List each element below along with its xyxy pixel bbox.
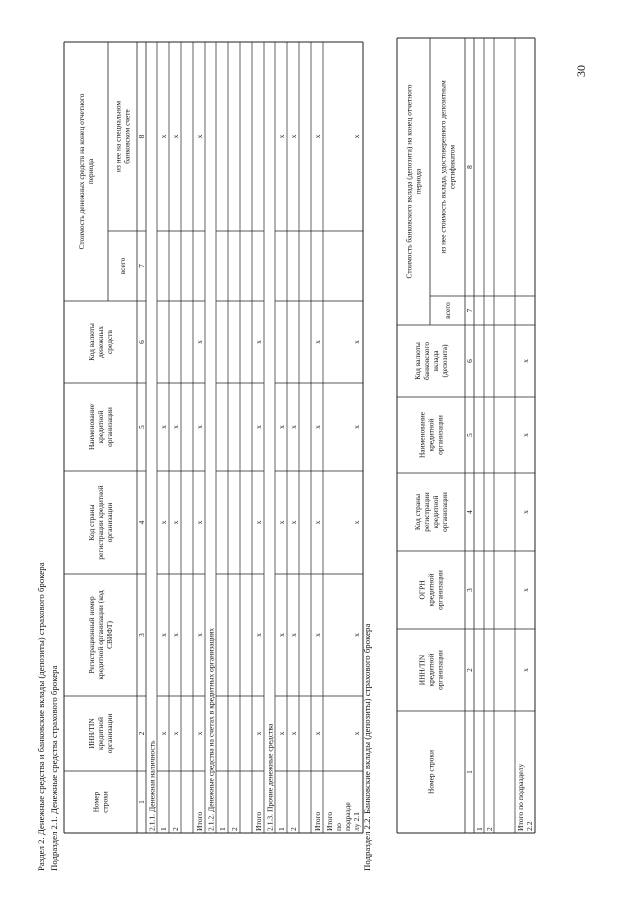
column-header: кредитной <box>96 716 106 751</box>
cell-value: х <box>352 633 361 637</box>
column-header: Наименование <box>417 411 427 459</box>
cell-value: х <box>159 425 168 429</box>
column-number: 4 <box>464 510 474 514</box>
column-number: 1 <box>136 800 146 804</box>
cell-value: х <box>159 134 168 139</box>
row-label: Итогопоподразделу 2.1 <box>325 802 361 831</box>
group-header: периода <box>86 158 96 185</box>
section-row-label: 2.1.3. Прочие денежные средства <box>265 723 275 831</box>
cell-value: х <box>520 668 530 672</box>
cell-value: х <box>254 520 263 525</box>
cell-value: х <box>171 520 180 525</box>
group-header: Стоимость денежных средств на конец отчетного <box>77 93 87 250</box>
cell-value: х <box>195 340 204 344</box>
row-label: 1 <box>474 827 484 831</box>
page-number: 30 <box>574 65 588 77</box>
column-header: из нее на специальном <box>113 100 123 173</box>
cell-value: х <box>289 731 298 736</box>
cell-value: х <box>352 731 361 736</box>
cell-value: х <box>277 633 286 637</box>
cell-value: х <box>313 340 322 344</box>
cell-value: х <box>159 520 168 525</box>
cell-value: х <box>313 134 322 139</box>
column-header: Код валюты <box>87 323 97 361</box>
cell-value: х <box>195 134 204 139</box>
column-number: 2 <box>464 668 474 672</box>
cell-value: х <box>352 425 361 429</box>
column-number: 8 <box>136 134 146 139</box>
row-label: 2 <box>230 827 239 831</box>
column-header: организации <box>105 713 115 754</box>
cell-value: х <box>159 633 168 637</box>
column-header: кредитной <box>426 653 436 687</box>
column-header: организации <box>435 570 445 610</box>
column-header: сертификатом <box>447 144 457 190</box>
column-header: ОГРН <box>417 580 427 600</box>
cell-value: х <box>195 425 204 429</box>
column-header: кредитной <box>431 495 441 529</box>
column-number: 1 <box>464 770 474 774</box>
cell-value: х <box>277 425 286 429</box>
row-label: 1 <box>277 827 286 831</box>
row-label: Итого <box>313 811 322 831</box>
column-number: 5 <box>136 425 146 429</box>
group-header: Стоимость банковского вклада (депозита) на конец отчетного <box>404 84 414 279</box>
cell-value: х <box>313 731 322 736</box>
cell-value: х <box>195 731 204 736</box>
cell-value: х <box>520 433 530 437</box>
cell-value: х <box>289 425 298 429</box>
column-header: кредитной организации (код <box>96 590 106 680</box>
column-header: вклада <box>431 350 441 372</box>
column-header: организации <box>435 650 445 690</box>
cell-value: х <box>352 520 361 525</box>
cell-value: х <box>352 134 361 139</box>
column-number: 4 <box>136 520 146 525</box>
column-header: кредитной <box>426 418 436 452</box>
cell-value: х <box>289 520 298 525</box>
cell-value: х <box>313 520 322 525</box>
cell-value: х <box>289 633 298 637</box>
cell-value: х <box>289 134 298 139</box>
column-header: Регистрационный номер <box>87 596 97 674</box>
column-header: Код валюты <box>413 342 423 380</box>
column-header: (депозита) <box>440 344 450 378</box>
column-header: Код страны <box>87 504 97 541</box>
group-header: периода <box>413 168 423 195</box>
column-header: Номер строки <box>426 750 436 794</box>
cell-value: х <box>159 731 168 736</box>
row-label: 2 <box>171 827 180 831</box>
column-header: Номер <box>91 791 101 813</box>
cell-value: х <box>313 425 322 429</box>
section-row-label: 2.1.2. Денежные средства на счетах в кредитных организациях <box>206 627 216 831</box>
cell-value: х <box>254 731 263 736</box>
column-header: банковском счете <box>122 109 132 164</box>
subsection-2-2-title: Подраздел 2.2. Банковские вклады (депозиты) страхового брокера <box>362 623 372 871</box>
column-number: 3 <box>464 588 474 592</box>
table-2-1 <box>64 42 363 833</box>
column-header: организации <box>105 502 115 543</box>
cell-value: х <box>195 520 204 525</box>
column-header: всего <box>118 257 128 275</box>
column-header: денежных <box>96 326 106 358</box>
column-header: Код страны <box>413 493 423 531</box>
column-number: 2 <box>136 731 146 736</box>
column-header: организации <box>435 415 445 455</box>
column-number: 3 <box>136 633 146 637</box>
column-header: организации <box>440 492 450 532</box>
subsection-2-1-title: Подраздел 2.1. Денежные средства страхового брокера <box>49 665 59 871</box>
column-header: ИНН/TIN <box>87 718 97 749</box>
column-number: 6 <box>136 340 146 344</box>
cell-value: х <box>520 588 530 592</box>
section-row-label: 2.1.1. Денежная наличность <box>147 740 157 831</box>
column-number: 7 <box>464 308 474 313</box>
row-label: Итого <box>254 811 263 831</box>
column-header: всего <box>443 302 453 319</box>
column-header: банковского <box>422 341 432 381</box>
column-header: ИНН/TIN <box>417 654 427 686</box>
cell-value: х <box>277 520 286 525</box>
column-header: кредитной <box>426 573 436 607</box>
column-header: Наименование <box>87 403 97 451</box>
row-label: 1 <box>218 827 227 831</box>
column-header: регистрации <box>422 492 432 532</box>
cell-value: х <box>254 633 263 637</box>
cell-value: х <box>254 340 263 344</box>
column-header: кредитной <box>96 410 106 444</box>
row-label: Итого по подразделу2.2 <box>516 763 534 831</box>
column-header: средств <box>105 330 115 354</box>
cell-value: х <box>171 425 180 429</box>
cell-value: х <box>171 633 180 637</box>
cell-value: х <box>520 359 530 363</box>
column-header: из нее стоимость вклада, удостоверенного депозитным <box>438 80 448 254</box>
row-label: 1 <box>159 827 168 831</box>
cell-value: х <box>277 134 286 139</box>
column-number: 8 <box>464 165 474 169</box>
cell-value: х <box>352 340 361 344</box>
cell-value: х <box>171 134 180 139</box>
column-header: СВИФТ) <box>105 621 115 649</box>
row-label: Итого <box>195 811 204 831</box>
column-number: 5 <box>464 433 474 437</box>
cell-value: х <box>171 731 180 736</box>
column-number: 6 <box>464 359 474 363</box>
cell-value: х <box>254 425 263 429</box>
row-label: 2 <box>289 827 298 831</box>
cell-value: х <box>520 510 530 514</box>
cell-value: х <box>313 633 322 637</box>
column-header: регистрации кредитной <box>96 485 106 560</box>
column-header: строки <box>100 791 110 813</box>
table-2-2 <box>397 38 535 833</box>
cell-value: х <box>195 633 204 637</box>
column-header: организации <box>105 407 115 447</box>
row-label: 2 <box>484 827 494 831</box>
section-title: Раздел 2. Денежные средства и банковские вклады (депозиты) страхового брокера <box>36 562 46 871</box>
column-number: 7 <box>136 264 146 268</box>
cell-value: х <box>277 731 286 736</box>
